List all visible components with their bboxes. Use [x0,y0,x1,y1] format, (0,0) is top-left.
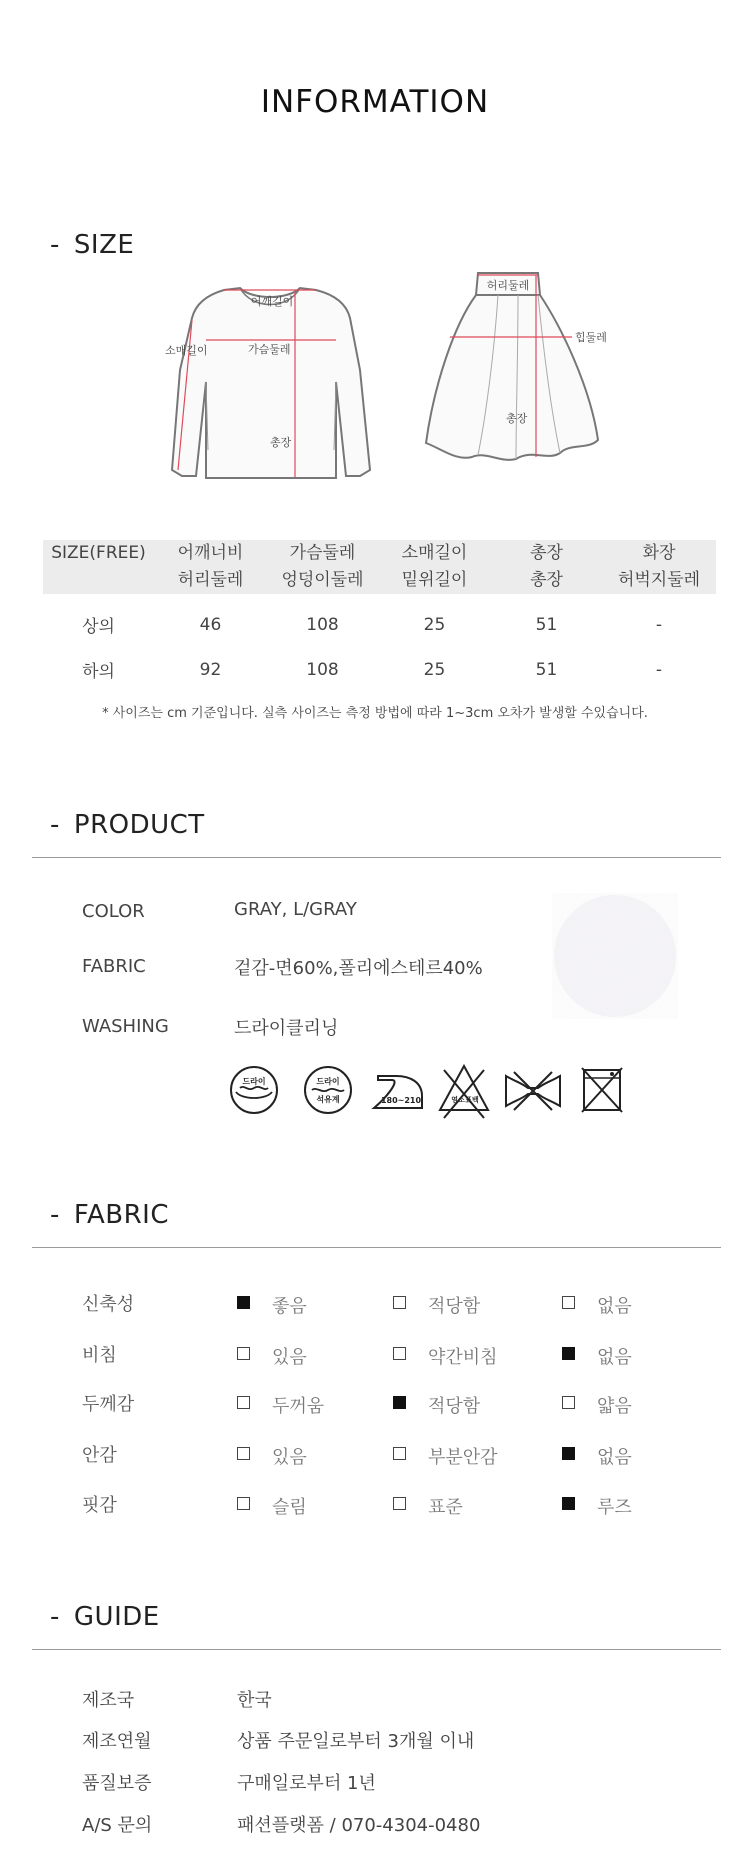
fabric-option-label: 약간비침 [428,1347,498,1368]
size-section-heading [50,230,134,260]
hip-label: 힙둘레 [575,331,607,344]
fabric-option-label: 없음 [597,1296,632,1317]
skirt-size-diagram [420,265,610,475]
fabric-option-label: 루즈 [597,1497,632,1518]
fabric-option-label: 있음 [272,1347,307,1368]
table-cell: 108 [306,659,339,680]
heading-dash: - [50,1200,60,1230]
fabric-option-label: 표준 [428,1497,463,1518]
fabric-option-label: 두꺼움 [272,1396,325,1417]
fabric-option-checkbox [237,1396,250,1409]
table-cell: 108 [306,614,339,635]
guide-value: 패션플랫폼 / 070-4304-0480 [237,1815,481,1836]
skirt-length-label: 총장 [506,412,528,425]
svg-text:180~210: 180~210 [380,1096,422,1105]
petroleum-solvent-icon [302,1064,354,1116]
fabric-swatch [552,893,678,1019]
table-cell: 51 [535,614,558,635]
fabric-label: FABRIC [82,956,146,977]
size-table-header-cell: 화장 [602,540,716,567]
size-table-header-cell: 총장 [491,567,602,594]
size-table-header-cell [43,567,154,594]
section-divider [32,1247,721,1248]
svg-text:드라이: 드라이 [242,1077,266,1086]
fabric-option-label: 슬림 [272,1497,307,1518]
fabric-option-checkbox [562,1447,575,1460]
fabric-option-label: 좋음 [272,1296,307,1317]
fabric-option-label: 적당함 [428,1396,481,1417]
no-bleach-icon [436,1062,492,1120]
size-note: * 사이즈는 cm 기준입니다. 실측 사이즈는 측정 방법에 따라 1~3cm 오차가 발생할 수있습니다. [102,706,648,721]
chest-label: 가슴둘레 [248,343,291,356]
guide-value: 구매일로부터 1년 [237,1773,376,1794]
fabric-option-checkbox [237,1347,250,1360]
guide-heading-text: GUIDE [73,1602,160,1632]
fabric-option-checkbox [562,1296,575,1309]
table-row [43,647,716,692]
washing-value: 드라이클리닝 [234,1018,339,1039]
size-table-header-cell: 소매길이 [378,540,491,567]
fabric-option-label: 있음 [272,1447,307,1468]
iron-icon [370,1066,426,1116]
size-table [43,540,716,692]
size-table-header-cell: 엉덩이둘레 [267,567,378,594]
table-row [43,594,716,647]
table-cell: 25 [423,659,446,680]
fabric-option-label: 없음 [597,1347,632,1368]
heading-dash: - [50,1602,60,1632]
table-cell: 25 [423,614,446,635]
size-table-header-row [43,540,716,567]
no-tumble-dry-icon [578,1064,626,1116]
fabric-attribute-label: 신축성 [82,1294,135,1315]
fabric-option-checkbox [393,1296,406,1309]
length-label: 총장 [270,436,292,449]
sleeve-label: 소매길이 [165,344,208,357]
heading-dash: - [50,230,60,260]
waist-label: 허리둘레 [486,279,530,292]
fabric-option-label: 얇음 [597,1396,632,1417]
page-title: INFORMATION [260,84,490,120]
fabric-attribute-label: 두께감 [82,1394,135,1415]
guide-value: 한국 [237,1690,272,1711]
product-section-heading [50,810,205,840]
top-outline [172,288,370,478]
no-wring-icon [500,1068,566,1114]
guide-label: 품질보증 [82,1773,152,1794]
size-table-header-cell: 허벅지둘레 [602,567,716,594]
size-table-header-cell: 어깨너비 [154,540,267,567]
size-table-header-cell: SIZE(FREE) [43,540,154,567]
top-size-diagram [160,270,380,495]
size-heading-text: SIZE [73,230,135,260]
svg-text:표백: 표백 [465,1096,479,1104]
fabric-option-checkbox [562,1497,575,1510]
section-divider [32,857,721,858]
washing-label: WASHING [82,1016,169,1037]
fabric-option-label: 적당함 [428,1296,481,1317]
fabric-section-heading [50,1200,169,1230]
size-table-header-row [43,567,716,594]
fabric-attribute-label: 핏감 [82,1495,117,1516]
fabric-option-checkbox [393,1347,406,1360]
fabric-heading-text: FABRIC [73,1200,169,1230]
guide-label: 제조국 [82,1690,135,1711]
guide-label: A/S 문의 [82,1815,153,1836]
fabric-option-checkbox [237,1447,250,1460]
fabric-attribute-label: 안감 [82,1445,117,1466]
svg-text:염소: 염소 [451,1096,465,1104]
table-cell: 92 [199,659,222,680]
heading-dash: - [50,810,60,840]
table-cell: 하의 [82,662,115,682]
svg-text:석유계: 석유계 [316,1095,340,1104]
fabric-attribute-label: 비침 [82,1345,117,1366]
guide-value: 상품 주문일로부터 3개월 이내 [237,1731,475,1752]
fabric-option-checkbox [393,1497,406,1510]
svg-text:드라이: 드라이 [316,1077,340,1086]
fabric-value: 겉감-면60%,폴리에스테르40% [234,958,483,979]
table-cell: 46 [199,614,222,635]
table-cell: 51 [535,659,558,680]
fabric-option-checkbox [237,1497,250,1510]
fabric-option-label: 없음 [597,1447,632,1468]
fabric-option-checkbox [562,1396,575,1409]
product-heading-text: PRODUCT [73,810,205,840]
fabric-option-checkbox [562,1347,575,1360]
fabric-option-checkbox [237,1296,250,1309]
table-cell: - [655,614,663,635]
section-divider [32,1649,721,1650]
table-cell: 상의 [82,617,115,637]
size-table-header-cell: 총장 [491,540,602,567]
fabric-option-checkbox [393,1396,406,1409]
size-table-header-cell: 밑위길이 [378,567,491,594]
table-cell: - [655,659,663,680]
guide-label: 제조연월 [82,1731,152,1752]
fabric-option-checkbox [393,1447,406,1460]
fabric-option-label: 부분안감 [428,1447,498,1468]
shoulder-label: 어깨길이 [250,295,294,308]
skirt-outline [426,295,598,460]
guide-section-heading [50,1602,160,1632]
dry-clean-icon [228,1064,280,1116]
size-table-header-cell: 가슴둘레 [267,540,378,567]
color-value: GRAY, L/GRAY [234,899,357,920]
color-label: COLOR [82,901,145,922]
size-table-header-cell: 허리둘레 [154,567,267,594]
